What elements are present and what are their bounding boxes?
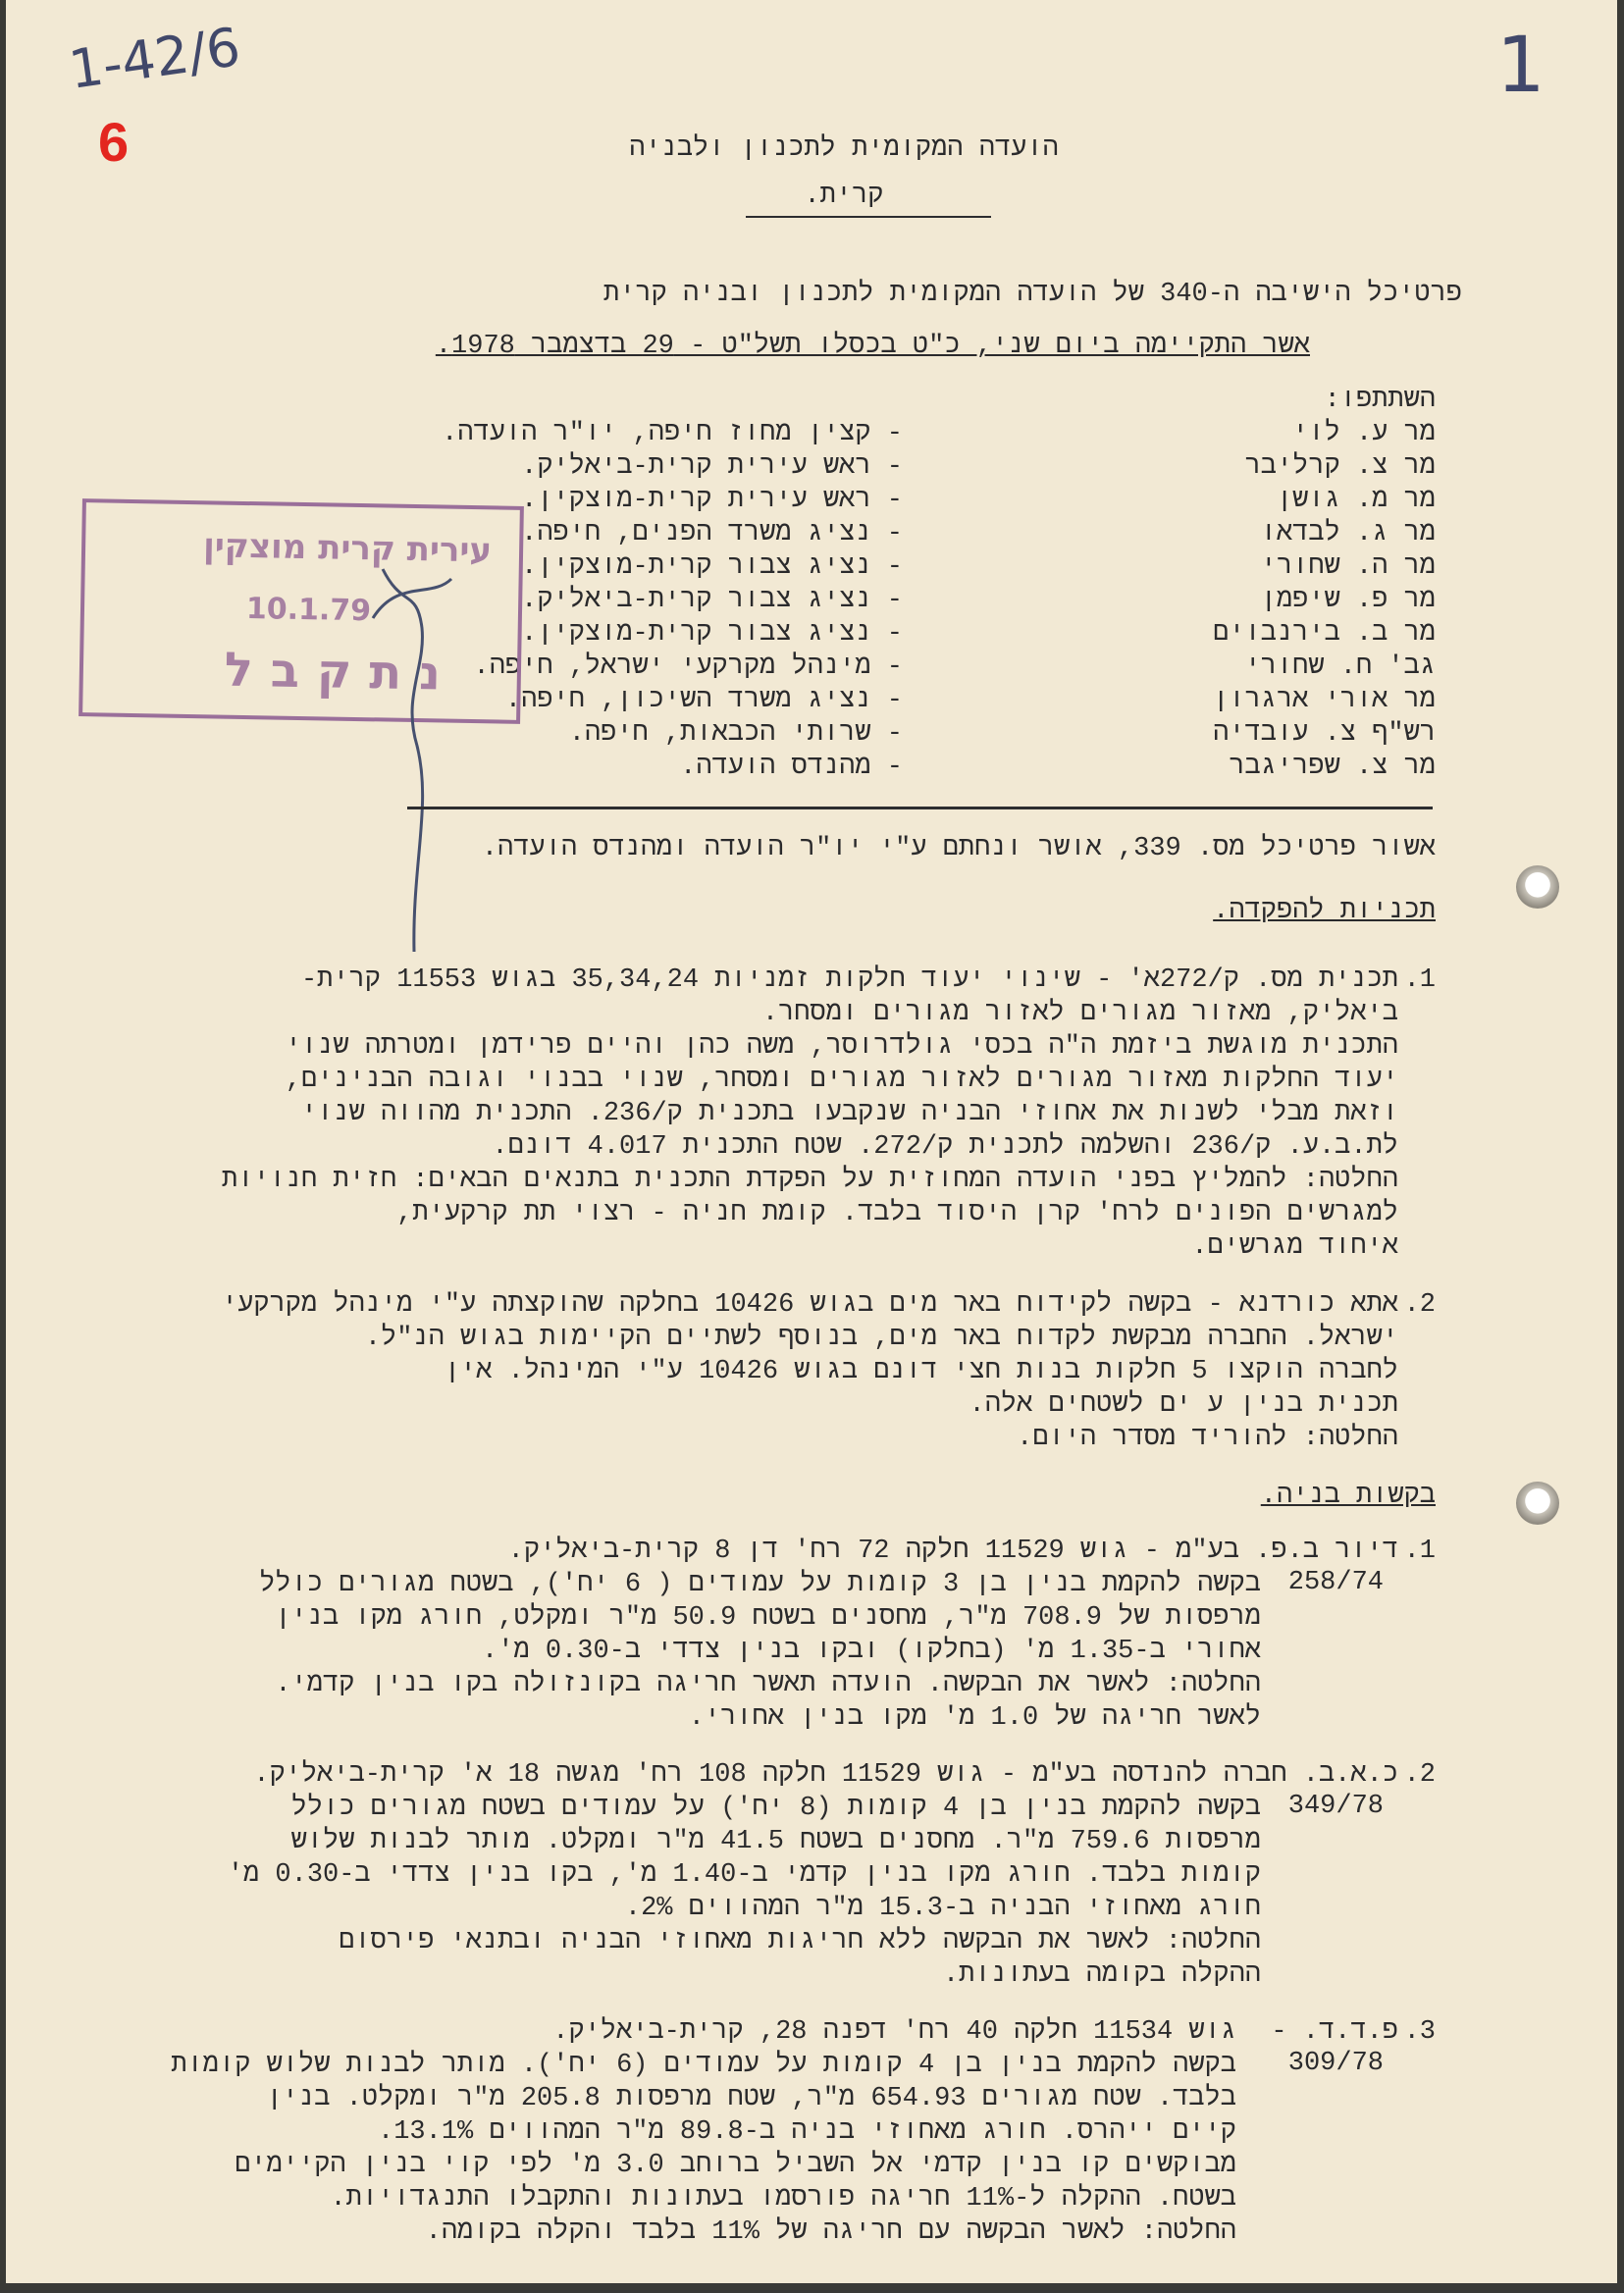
- item-line: מבוקשים קו בנין קדמי אל השביל ברוחב 3.0 מ' לפי קוי בנין הקיימים: [235, 2151, 1236, 2180]
- participant-role: - מינהל מקרקעי ישראל, חיפה.: [473, 652, 903, 682]
- item-number: 2.: [1403, 1290, 1436, 1320]
- item-line: בקשה להקמת בנין בן 4 קומות (8 יח') על עמודים בשטח מגורים כולל: [290, 1794, 1261, 1823]
- decision-line: החלטה: לאשר הבקשה עם חריגה של 11% בלבד והקלה בקומה.: [425, 2217, 1236, 2247]
- participant-role: - מהנדס הועדה.: [680, 753, 903, 782]
- file-reference: 349/78: [1287, 1792, 1384, 1821]
- participant-name: מר ג. לבדאו: [1260, 519, 1436, 548]
- item-line: איחוד מגרשים.: [1191, 1232, 1398, 1262]
- participant-name: מר פ. שיפמן: [1260, 586, 1436, 615]
- item-line: ישראל. החברה מבקשת לקדוח באר מים, בנוסף לשתיים הקיימות בגוש הנ"ל.: [364, 1324, 1398, 1353]
- section-heading-plans: תכניות להפקדה.: [1213, 897, 1436, 926]
- decision-line: החלטה: להוריד מסדר היום.: [1017, 1424, 1398, 1453]
- section-heading-building-requests: בקשות בניה.: [1260, 1482, 1436, 1511]
- decision-line: החלטה: לאשר את הבקשה ללא חריגות מאחוזי הבניה ובתנאי פירסום: [339, 1927, 1261, 1956]
- page-number: 6: [98, 111, 130, 173]
- item-line: וזאת מבלי לשנות את אחוזי הבניה שנקבעו בתכנית ק/236. התכנית מהווה שנוי: [301, 1099, 1398, 1128]
- item-line: אתא כורדנא - בקשה לקידוח באר מים בגוש 10426 בחלקה שהוקצתה ע"י מינהל מקרקעי: [221, 1290, 1398, 1320]
- participant-role: - ראש עירית קרית-ביאליק.: [521, 452, 903, 482]
- item-line: ביאליק, מאזור מגורים לאזור מגורים ומסחר.: [761, 999, 1398, 1028]
- participant-name: מר צ. שפריגבר: [1229, 753, 1436, 782]
- item-number: 2.: [1403, 1760, 1436, 1790]
- item-number: 1.: [1403, 965, 1436, 995]
- participant-role: - נציג צבור קרית-מוצקין.: [521, 552, 903, 582]
- item-line: אחורי ב-1.35 מ' (בחלקו) ובקו בנין צדדי ב-0.30 מ'.: [482, 1637, 1261, 1666]
- binder-hole-top: [1516, 865, 1559, 909]
- participant-name: מר ה. שחורי: [1260, 552, 1436, 582]
- item-line: קומות בלבד. חורג מקו בנין קדמי ב-1.40 מ', בקו בנין צדדי ב-0.30 מ': [227, 1860, 1261, 1890]
- participant-role: - נציג משרד הפנים, חיפה.: [521, 519, 903, 548]
- title-line-1: פרטיכל הישיבה ה-340 של הועדה המקומית לתכנון ובניה קרית: [603, 280, 1462, 309]
- item-line: בקשה להקמת בנין בן 3 קומות על עמודים ( 6 יח'), בשטח מגורים כולל: [259, 1570, 1261, 1599]
- item-line: גוש 11534 חלקה 40 רח' דפנה 28, קרית-ביאליק.: [552, 2017, 1236, 2047]
- participant-role: - ראש עירית קרית-מוצקין.: [521, 486, 903, 515]
- title-line-2: אשר התקיימה ביום שני, כ"ט בכסלו תשל"ט - 29 בדצמבר 1978.: [435, 332, 1310, 361]
- participant-role: - נציג צבור קרית-ביאליק.: [521, 586, 903, 615]
- stamp-municipality: עירית קרית מוצקין: [202, 526, 493, 571]
- binder-hole-bottom: [1516, 1482, 1559, 1525]
- approval-line: אשור פרטיכל מס. 339, אושר ונחתם ע"י יו"ר הועדה ומהנדס הועדה.: [481, 834, 1436, 863]
- item-line: תכנית בנין ע ים לשטחים אלה.: [969, 1390, 1398, 1420]
- participant-role: - נציג צבור קרית-מוצקין.: [521, 619, 903, 649]
- file-reference: 309/78: [1287, 2049, 1384, 2078]
- item-line: דיור ב.פ. בע"מ - גוש 11529 חלקה 72 רח' דן 8 קרית-ביאליק.: [507, 1537, 1398, 1566]
- stamp-received: נתקבל: [224, 642, 459, 702]
- handwritten-file-ref: 1-42/6: [65, 16, 244, 101]
- item-line: בקשה להקמת בנין בן 4 קומות על עמודים (6 יח'). מותר לבנות שלוש קומות: [171, 2051, 1236, 2080]
- item-line: קיים ייהרס. חורג מאחוזי בניה ב-89.8 מ"ר המהווים 13.1%.: [378, 2117, 1236, 2147]
- participant-name: מר מ. גושן: [1276, 486, 1436, 515]
- item-line: מרפסות 759.6 מ"ר. מחסנים בשטח 41.5 מ"ר ומקלט. מותר לבנות שלוש: [290, 1827, 1261, 1856]
- item-line: בלבד. שטח מגורים 654.93 מ"ר, שטח מרפסות 205.8 מ"ר ומקלט. בנין: [266, 2084, 1236, 2113]
- committee-header: הועדה המקומית לתכנון ולבניה: [629, 134, 1059, 164]
- participant-name: מר ב. בירנבוים: [1213, 619, 1436, 649]
- decision-line: החלטה: לאשר את הבקשה. הועדה תאשר חריגה בקונזולה בקו בנין קדמי.: [275, 1670, 1261, 1699]
- participant-role: - נציג משרד השיכון, חיפה.: [504, 686, 903, 715]
- handwritten-signature: [363, 549, 471, 962]
- item-line: למגרשים הפונים לרח' קרן היסוד בלבד. קומת חניה - רצוי תת קרקעית,: [396, 1199, 1398, 1228]
- item-number: 3.: [1403, 2017, 1436, 2047]
- item-line: תכנית מס. ק/272א' - שינוי יעוד חלקות זמניות 35,34,24 בגוש 11553 קרית-: [300, 965, 1398, 995]
- item-number: 1.: [1403, 1537, 1436, 1566]
- participants-heading: השתתפו:: [1324, 386, 1436, 415]
- participant-role: - שרותי הכבאות, חיפה.: [568, 719, 903, 749]
- item-line: התכנית מוגשת ביזמת ה"ה בכסי גולדרוסר, משה כהן והיים פרידמן ומטרתה שנוי: [285, 1032, 1398, 1062]
- item-line: לת.ב.ע. ק/236 והשלמה לתכנית ק/272. שטח התכנית 4.017 דונם.: [492, 1132, 1398, 1162]
- scan-left-edge: [0, 0, 6, 2293]
- participants-divider: [407, 807, 1433, 809]
- participant-name: מר אורי ארגרון: [1213, 686, 1436, 715]
- handwritten-page-mark: 1: [1496, 22, 1545, 110]
- item-line: יעוד החלקות מאזור מגורים לאזור מגורים ומסחר, שנוי בבנוי וגובה הבנינים,: [285, 1066, 1398, 1095]
- stamp-date: 10.1.79: [245, 592, 372, 629]
- scan-bottom-edge: [0, 2283, 1624, 2293]
- decision-line: החלטה: להמליץ בפני הועדה המחוזית על הפקדת התכנית בתנאים הבאים: חזית חנויות: [222, 1166, 1398, 1195]
- participant-name: רש"ף צ. עובדיה: [1213, 719, 1436, 749]
- item-line: ההקלה בקומה בעתונות.: [942, 1960, 1261, 1990]
- header-underline: [746, 216, 991, 218]
- item-line: לאשר חריגה של 1.0 מ' מקו בנין אחורי.: [688, 1703, 1261, 1733]
- item-line: חורג מאחוזי הבניה ב-15.3 מ"ר המהווים 2%.: [624, 1894, 1261, 1923]
- participant-name: גב' ח. שחורי: [1244, 652, 1436, 682]
- participant-name: מר ע. לוי: [1292, 419, 1436, 448]
- participant-name: מר צ. קרליבר: [1244, 452, 1436, 482]
- city-header: קרית.: [804, 182, 884, 211]
- applicant-code: פ.ד.ד. -: [1271, 2017, 1398, 2047]
- participant-role: - קצין מחוז חיפה, יו"ר הועדה.: [442, 419, 903, 448]
- scan-right-edge: [1617, 0, 1624, 2293]
- item-line: מרפסות של 708.9 מ"ר, מחסנים בשטח 50.9 מ"ר ומקלט, חורג מקו בנין: [275, 1603, 1261, 1633]
- item-line: כ.א.ב. חברה להנדסה בע"מ - גוש 11529 חלקה 108 רח' מגשה 18 א' קרית-ביאליק.: [253, 1760, 1398, 1790]
- item-line: בשטח. ההקלה ל-11% חריגה פורסמו בעתונות והתקבלו התנגדויות.: [330, 2184, 1236, 2214]
- item-line: לחברה הוקצו 5 חלקות בנות חצי דונם בגוש 10426 ע"י המינהל. אין: [444, 1357, 1398, 1386]
- file-reference: 258/74: [1287, 1568, 1384, 1597]
